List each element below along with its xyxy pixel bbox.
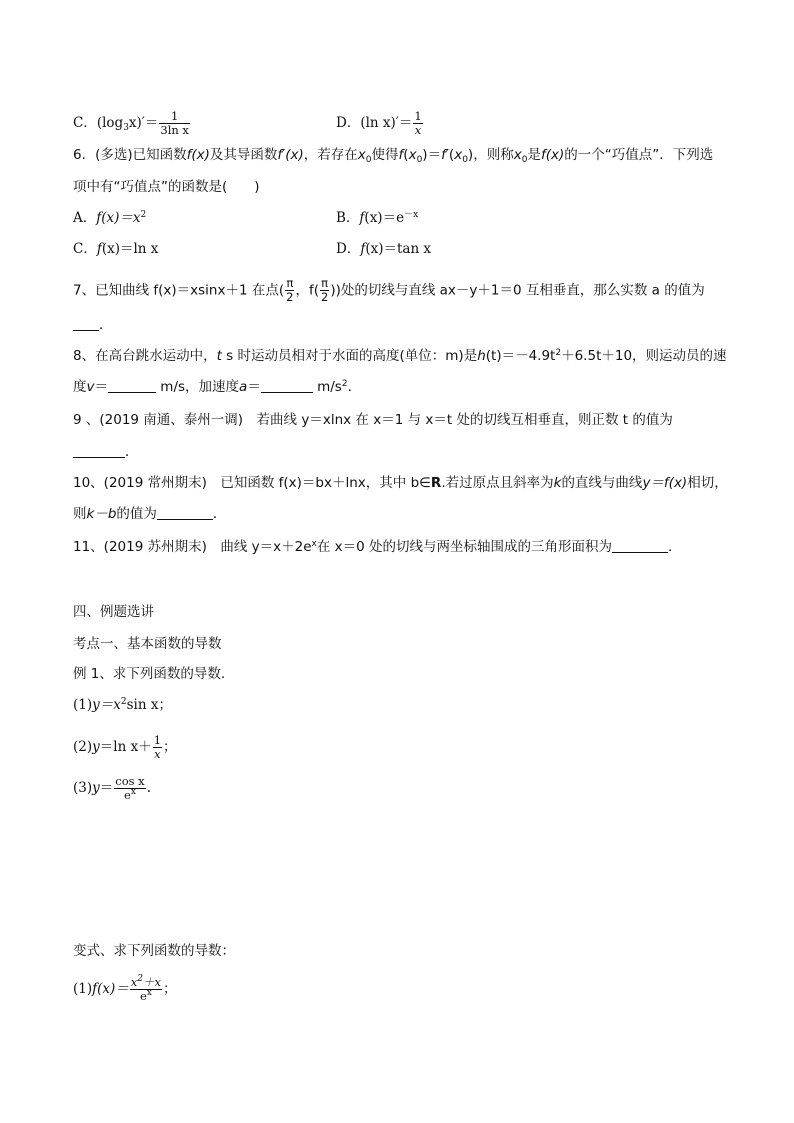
q10-text-e: 则 [73, 506, 87, 522]
q9-line1: 9 、(2019 南通、泰州一调) 若曲线 y＝xlnx 在 x＝1 与 x＝t 处的切线互相垂直，则正数 t 的值为 [73, 412, 673, 428]
q8-line1 [73, 347, 727, 365]
q6-x0b-sub: 0 [416, 155, 423, 165]
q11-text-a: 11、(2019 苏州期末) 曲线 y＝x＋2e [73, 539, 312, 555]
e2-den: x [154, 747, 161, 761]
q6-b-f: f [359, 210, 365, 226]
q10-kb: k－b [86, 506, 117, 522]
q7-two-2: 2 [320, 290, 329, 304]
v1-den-sup: x [146, 988, 152, 998]
q6-b-label: B． [336, 210, 360, 226]
q8-velocity-blank[interactable] [108, 380, 156, 393]
q7-pi-2: π [321, 276, 329, 290]
q9-end: ． [125, 444, 139, 460]
q6-x-last: (x) [545, 147, 565, 163]
q7-line2 [73, 316, 113, 334]
e3-num: (3) [73, 780, 93, 796]
q9-answer-blank[interactable] [73, 445, 125, 458]
v1-num-x: x [130, 975, 138, 989]
q6-x0-sub: 0 [365, 155, 372, 165]
e3-den-sup: x [130, 787, 136, 797]
q6-f: f [186, 147, 192, 163]
q6-fprime-x0: f′ [441, 147, 449, 163]
q10-real-set: R [430, 475, 442, 491]
q8-text-a: 8、在高台跳水运动中， [73, 348, 217, 364]
q6-d-label: D． [336, 241, 361, 257]
q6-eq: ＝ [427, 147, 442, 163]
e3-y: y [92, 780, 100, 796]
q6-d-expr: (x)＝tan x [365, 241, 432, 257]
q7-end: ． [99, 317, 113, 333]
example-1-item-3 [73, 775, 151, 802]
q6-d-f: f [360, 241, 366, 257]
q6-c-f: f [96, 241, 102, 257]
q6-x0b: x [408, 147, 417, 163]
q5-c-label: C．(log [73, 115, 124, 131]
e1-num: (1) [73, 697, 93, 713]
e2-y: y [92, 739, 100, 755]
q6-fprime: f′ [277, 147, 286, 163]
q8-text-c: 度 [73, 379, 87, 395]
section-heading: 四、例题选讲 [73, 604, 154, 620]
q6-line1: 6．(多选)已知函数f(x)及其导函数f′(x)，若存在$x_0$使得$f(x_0)=f'(x_0)$，则称$x_0$是f(x)的一个“巧值点”．下列选 [73, 147, 714, 165]
e2-num-top: 1 [153, 733, 162, 747]
q9-line2 [73, 443, 139, 461]
q7-line1 [73, 277, 705, 304]
q6-text-d: 使得 [371, 147, 399, 163]
q7-text-b: ，f( [295, 282, 319, 299]
q6-x0d: x [513, 147, 522, 163]
q10-end: ． [212, 506, 227, 522]
q6-text-f: 是 [527, 147, 541, 163]
q8-t: t [216, 348, 222, 364]
q5-d-num: 1 [414, 109, 422, 123]
q6-b-exp: －x [404, 210, 419, 220]
q11-sup: x [311, 539, 317, 549]
q8-acceleration-blank[interactable] [261, 380, 313, 393]
e1-exp: 2 [120, 697, 127, 707]
topic-heading: 考点一、基本函数的导数 [73, 636, 222, 652]
q10-line1 [73, 474, 728, 492]
q6-x0c: x [454, 147, 463, 163]
q6-b-expr: (x)＝e [364, 210, 405, 226]
e2-end: ； [163, 739, 177, 755]
e3-num-top: cos x [115, 774, 145, 788]
q10-curve: y＝f(x) [642, 475, 688, 491]
q5-c-fraction [159, 110, 190, 137]
example-1-item-1 [73, 696, 172, 714]
v1-num-post: ＋x [143, 975, 162, 989]
q7-answer-blank[interactable] [73, 318, 99, 331]
q8-eq-a: ＝ [247, 379, 261, 395]
q7-frac-1 [285, 277, 294, 304]
q7-two-1: 2 [286, 290, 294, 304]
q7-frac-2 [320, 277, 329, 304]
v1-f: f [92, 981, 98, 997]
v1-num-exp: 2 [137, 974, 144, 984]
q7-text-a: 7、已知曲线 f(x)＝xsinx＋1 在点( [73, 282, 285, 299]
e2-eq: ＝ln x＋ [99, 739, 152, 755]
q6-fprime-x: (x) [285, 147, 304, 163]
q8-v: v [86, 379, 95, 395]
q10-text-d: 相切， [687, 475, 728, 491]
q10-line2 [73, 505, 226, 523]
q6-option-b [336, 209, 418, 227]
q8-unit: m/s [312, 379, 342, 395]
q5-c-base: 3 [123, 123, 129, 133]
q6-text-e: ，则称 [473, 147, 514, 163]
q8-unit-exp: 2 [341, 379, 348, 389]
variant-item-1 [73, 976, 177, 1003]
q8-exp: 2 [555, 348, 562, 358]
q6-option-d [336, 240, 431, 258]
q5-c-num: 1 [159, 110, 190, 124]
q10-text-c: 的直线与曲线 [561, 475, 643, 491]
q5-c-den: 3ln x [160, 123, 189, 137]
q8-text-b: s 时运动员相对于水面的高度(单位：m)是 [221, 348, 478, 364]
variant-prompt: 变式、求下列函数的导数： [73, 943, 235, 959]
v1-eq: (x)＝ [97, 981, 129, 997]
q8-expr2: ＋6.5t＋10，则运动员的速 [561, 348, 727, 364]
q8-end: . [347, 379, 352, 395]
q6-x0c-sub: 0 [462, 155, 468, 165]
q8-line2 [73, 378, 352, 396]
q6-text-g: 的一个“巧值点”．下列选 [564, 147, 714, 163]
v1-end: ； [163, 981, 177, 997]
q6-c-expr: (x)＝ln x [101, 241, 159, 257]
q10-answer-blank[interactable] [157, 507, 213, 520]
q7-text-c: ))处的切线与直线 ax－y＋1＝0 互相垂直，那么实数 a 的值为 [330, 282, 705, 299]
e1-y: y [92, 697, 100, 713]
q6-x0: x [357, 147, 366, 163]
q6-text-b: 及其导函数 [209, 147, 278, 163]
e3-den: e [124, 788, 131, 802]
q5-d-fraction [413, 110, 422, 137]
q10-text-f: 的值为 [116, 506, 157, 522]
q8-a: a [239, 379, 248, 395]
e3-eq: ＝ [99, 780, 114, 796]
v1-den: e [139, 989, 147, 1003]
v1-denominator [130, 990, 162, 1003]
q5-c-mid: x)′＝ [128, 115, 159, 131]
e1-eq: ＝x [99, 697, 121, 713]
q11-line [73, 538, 682, 556]
q5-d-den: x [414, 123, 422, 137]
q5-d-label: D．(ln x)′＝ [336, 115, 413, 131]
q6-text-a: 6．(多选)已知函数 [73, 147, 187, 163]
q6-x0d-sub: 0 [521, 155, 528, 165]
e2-num: (2) [73, 739, 93, 755]
q7-pi-1: π [286, 276, 294, 290]
q6-a-exp: 2 [140, 210, 147, 220]
q6-c-label: C． [73, 241, 97, 257]
q8-h: h [477, 348, 486, 364]
q8-expr: (t)＝－4.9t [485, 348, 556, 364]
v1-fraction [130, 976, 162, 1003]
q10-text-b: .若过原点且斜率为 [441, 475, 554, 491]
q5-option-c [73, 110, 191, 137]
q6-text-c: ，若存在 [303, 147, 358, 163]
q6-a-f: f [96, 210, 102, 226]
e1-post: sin x； [126, 697, 172, 713]
q8-eq-v: ＝ [94, 379, 108, 395]
q6-line2: 项中有“巧值点”的函数是( ) [73, 179, 260, 195]
example-1-item-2 [73, 734, 177, 761]
example-1-prompt: 例 1、求下列函数的导数． [73, 666, 235, 682]
q11-answer-blank[interactable] [612, 540, 668, 553]
q8-text-d: m/s，加速度 [156, 379, 240, 395]
q5-option-d [336, 110, 424, 137]
q10-text-a: 10、(2019 常州期末) 已知函数 f(x)＝bx＋lnx，其中 b∈ [73, 475, 431, 491]
q11-end: ． [668, 539, 682, 555]
q6-x: (x) [191, 147, 210, 163]
q6-f-last: f [540, 147, 546, 163]
e3-end: . [146, 780, 151, 796]
e3-fraction [114, 775, 145, 802]
q6-a-expr: (x)＝x [101, 210, 141, 226]
q11-text-b: 在 x＝0 处的切线与两坐标轴围成的三角形面积为 [316, 539, 613, 555]
v1-num: (1) [73, 981, 93, 997]
q6-option-a [73, 209, 146, 227]
q6-option-c [73, 240, 158, 258]
q6-a-label: A． [73, 210, 97, 226]
e2-fraction [153, 734, 162, 761]
q6-f-x0: f [398, 147, 404, 163]
q10-k: k [553, 475, 562, 491]
